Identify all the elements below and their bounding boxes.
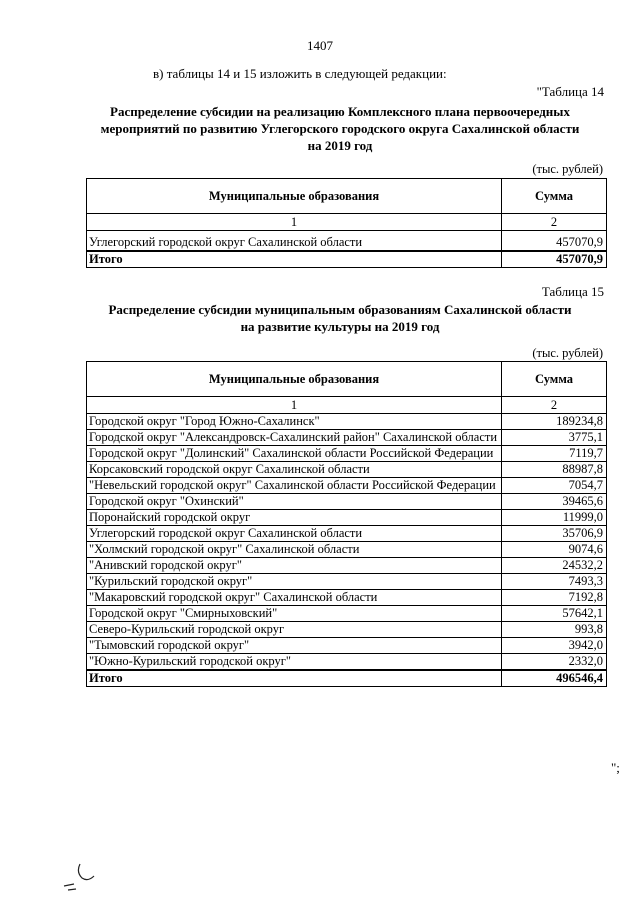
table15-row-name: "Тымовский городской округ" bbox=[87, 638, 502, 654]
table15-row-name: "Холмский городской округ" Сахалинской области bbox=[87, 542, 502, 558]
table-row bbox=[87, 231, 607, 251]
table-row bbox=[87, 494, 607, 510]
table-row bbox=[87, 638, 607, 654]
table14-title-line: на 2019 год bbox=[307, 138, 373, 153]
table15-row-sum: 11999,0 bbox=[502, 510, 607, 526]
table15-title-line: на развитие культуры на 2019 год bbox=[240, 319, 440, 334]
pen-mark-icon bbox=[62, 856, 112, 896]
page-number: 1407 bbox=[307, 38, 333, 53]
table14-total-row bbox=[87, 251, 607, 268]
table15-row-name: "Южно-Курильский городской округ" bbox=[87, 654, 502, 671]
table15-row-name: Северо-Курильский городской округ bbox=[87, 622, 502, 638]
table15-units: (тыс. рублей) bbox=[532, 346, 603, 360]
table14-total-label: Итого bbox=[87, 251, 502, 268]
table15-row-name: Углегорский городской округ Сахалинской области bbox=[87, 526, 502, 542]
table15-row-sum: 993,8 bbox=[502, 622, 607, 638]
table14 bbox=[86, 178, 607, 268]
table14-title bbox=[70, 103, 610, 154]
table15-title bbox=[70, 301, 610, 335]
table-row bbox=[87, 574, 607, 590]
table15-row-sum: 7192,8 bbox=[502, 590, 607, 606]
table-row bbox=[87, 462, 607, 478]
table15-total-row bbox=[87, 670, 607, 687]
table-row bbox=[87, 590, 607, 606]
closing-quote: "; bbox=[611, 760, 620, 775]
table15-row-name: Городской округ "Город Южно-Сахалинск" bbox=[87, 414, 502, 430]
table14-units: (тыс. рублей) bbox=[532, 162, 603, 176]
table15-label: Таблица 15 bbox=[541, 284, 604, 299]
table15-row-sum: 88987,8 bbox=[502, 462, 607, 478]
table15-row-name: Городской округ "Александровск-Сахалинский район" Сахалинской области bbox=[87, 430, 502, 446]
table14-index-2: 2 bbox=[502, 214, 607, 231]
table-row bbox=[87, 430, 607, 446]
table15-title-line: Распределение субсидии муниципальным образованиям Сахалинской области bbox=[108, 302, 572, 317]
table-row bbox=[87, 510, 607, 526]
table15-row-sum: 7493,3 bbox=[502, 574, 607, 590]
table15-row-sum: 7054,7 bbox=[502, 478, 607, 494]
table-row bbox=[87, 542, 607, 558]
table14-label: "Таблица 14 bbox=[536, 84, 604, 99]
table15-total-label: Итого bbox=[87, 670, 502, 687]
table15-total-sum: 496546,4 bbox=[502, 670, 607, 687]
table15-row-name: "Невельский городской округ" Сахалинской области Российской Федерации bbox=[87, 478, 502, 494]
table-row bbox=[87, 558, 607, 574]
table15-row-name: "Анивский городской округ" bbox=[87, 558, 502, 574]
table15-row-name: Городской округ "Охинский" bbox=[87, 494, 502, 510]
table15-row-sum: 7119,7 bbox=[502, 446, 607, 462]
table-row bbox=[87, 526, 607, 542]
table15-row-name: "Макаровский городской округ" Сахалинской области bbox=[87, 590, 502, 606]
table15-row-name: "Курильский городской округ" bbox=[87, 574, 502, 590]
table14-row-sum: 457070,9 bbox=[502, 231, 607, 251]
table15-row-sum: 39465,6 bbox=[502, 494, 607, 510]
table-row bbox=[87, 414, 607, 430]
table15-index-1: 1 bbox=[87, 397, 502, 414]
table14-header-sum: Сумма bbox=[502, 179, 607, 214]
table15-row-sum: 189234,8 bbox=[502, 414, 607, 430]
intro-text: в) таблицы 14 и 15 изложить в следующей редакции: bbox=[153, 66, 447, 81]
table15-row-name: Корсаковский городской округ Сахалинской области bbox=[87, 462, 502, 478]
table14-row-name: Углегорский городской округ Сахалинской области bbox=[87, 231, 502, 251]
table-row bbox=[87, 622, 607, 638]
table15-row-name: Городской округ "Долинский" Сахалинской области Российской Федерации bbox=[87, 446, 502, 462]
table15-row-sum: 57642,1 bbox=[502, 606, 607, 622]
table14-total-sum: 457070,9 bbox=[502, 251, 607, 268]
table14-index-1: 1 bbox=[87, 214, 502, 231]
table-row bbox=[87, 446, 607, 462]
table14-title-line: мероприятий по развитию Углегорского городского округа Сахалинской области bbox=[100, 121, 580, 136]
table15-row-name: Городской округ "Смирныховский" bbox=[87, 606, 502, 622]
table14-header-name: Муниципальные образования bbox=[87, 179, 502, 214]
table15-header-name: Муниципальные образования bbox=[87, 362, 502, 397]
table-row bbox=[87, 606, 607, 622]
table14-title-line: Распределение субсидии на реализацию Комплексного плана первоочередных bbox=[110, 104, 570, 119]
table15-row-name: Поронайский городской округ bbox=[87, 510, 502, 526]
table15-row-sum: 9074,6 bbox=[502, 542, 607, 558]
table15-row-sum: 3942,0 bbox=[502, 638, 607, 654]
table15-header-sum: Сумма bbox=[502, 362, 607, 397]
table15-row-sum: 2332,0 bbox=[502, 654, 607, 671]
table-row bbox=[87, 654, 607, 671]
table15-row-sum: 3775,1 bbox=[502, 430, 607, 446]
table-row bbox=[87, 478, 607, 494]
table15 bbox=[86, 361, 607, 687]
table15-row-sum: 35706,9 bbox=[502, 526, 607, 542]
table15-row-sum: 24532,2 bbox=[502, 558, 607, 574]
table15-index-2: 2 bbox=[502, 397, 607, 414]
